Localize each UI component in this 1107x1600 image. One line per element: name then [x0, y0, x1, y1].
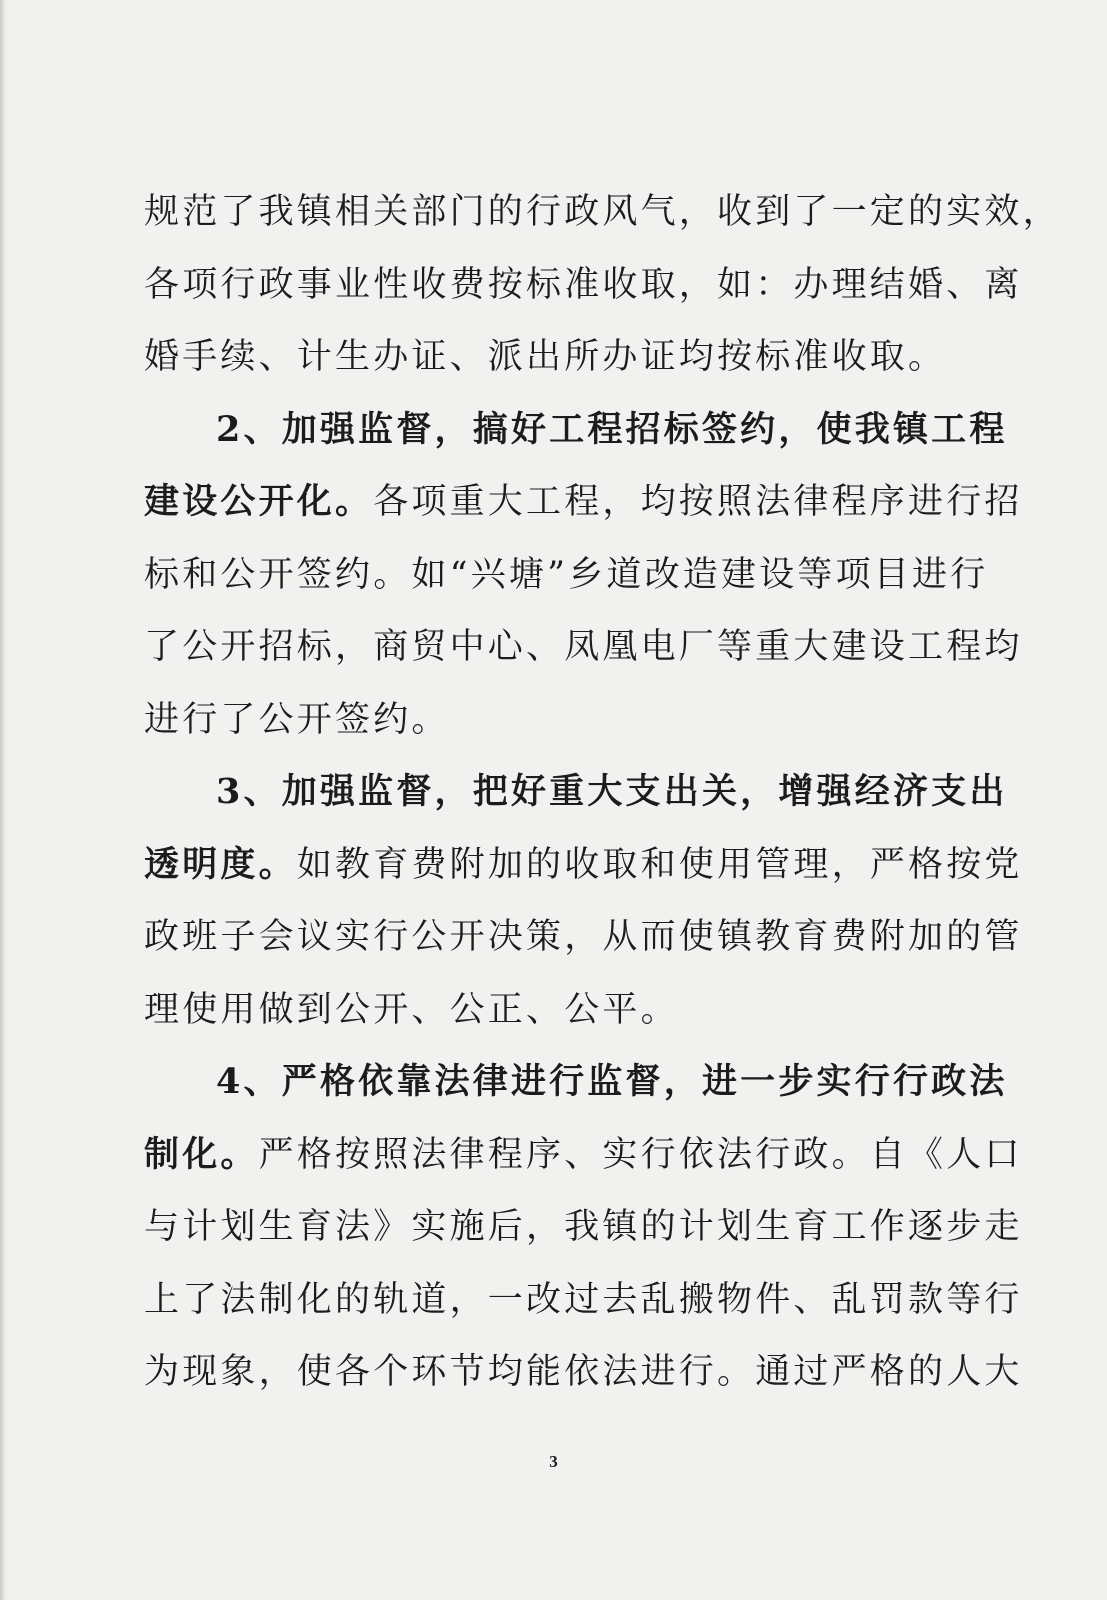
text-line	[144, 756, 1008, 829]
text-line	[144, 1191, 1023, 1264]
page-number: 3	[549, 1452, 558, 1471]
text-run: 如教育费附加的收取和使用管理，严格按党	[296, 844, 1023, 885]
text-run: 各项重大工程，均按照法律程序进行招	[373, 482, 1023, 522]
text-line	[144, 1336, 1023, 1409]
text-run: 婚手续、计生办证、派出所办证均按标准收取。	[144, 337, 947, 377]
text-line	[144, 974, 934, 1047]
item-heading: 制化。	[144, 1133, 259, 1175]
text-line	[144, 611, 1023, 684]
item-heading: 3、加强监督，把好重大支出关，增强经济支出	[216, 771, 1008, 812]
text-run: 上了法制化的轨道，一改过去乱搬物件、乱罚款等行	[144, 1279, 1023, 1320]
scanned-page-edge	[0, 0, 6, 1600]
text-run: 了公开招标，商贸中心、凤凰电厂等重大建设工程均	[144, 627, 1023, 667]
text-run: 严格按照法律程序、实行依法行政。自《人口	[258, 1134, 1023, 1175]
document-body	[144, 176, 1061, 1409]
text-line	[144, 1046, 1008, 1119]
text-run: 进行了公开签约。	[144, 699, 450, 740]
text-line	[144, 176, 1061, 249]
text-line	[144, 829, 1023, 902]
text-line	[144, 321, 947, 394]
text-line	[144, 249, 1023, 322]
paragraph-item-2	[144, 394, 1023, 757]
paragraph-item-3	[144, 756, 1023, 1046]
text-line	[144, 1264, 1023, 1337]
text-line	[144, 539, 989, 612]
paragraph-item-4	[144, 1046, 1023, 1409]
text-line	[144, 466, 1023, 539]
item-heading: 4、严格依靠法律进行监督，进一步实行行政法	[216, 1061, 1008, 1102]
text-line	[144, 1119, 1023, 1192]
text-line	[144, 684, 934, 757]
text-run: 为现象，使各个环节均能依法进行。通过严格的人大	[144, 1352, 1023, 1392]
text-run: 政班子会议实行公开决策，从而使镇教育费附加的管	[144, 917, 1023, 957]
text-run: 规范了我镇相关部门的行政风气，收到了一定的实效，	[144, 192, 1061, 232]
item-heading: 2、加强监督，搞好工程招标签约，使我镇工程	[216, 408, 1008, 450]
text-run: 与计划生育法》实施后，我镇的计划生育工作逐步走	[144, 1207, 1023, 1247]
text-line	[144, 394, 1008, 467]
item-heading: 建设公开化。	[144, 481, 374, 522]
paragraph-1-continuation	[144, 176, 1061, 394]
text-run: 理使用做到公开、公正、公平。	[144, 989, 679, 1030]
item-heading: 透明度。	[144, 843, 297, 885]
text-line	[144, 901, 1023, 974]
text-run: 标和公开签约。如“兴塘”乡道改造建设等项目进行	[144, 554, 989, 595]
text-run: 各项行政事业性收费按标准收取，如：办理结婚、离	[144, 264, 1023, 305]
